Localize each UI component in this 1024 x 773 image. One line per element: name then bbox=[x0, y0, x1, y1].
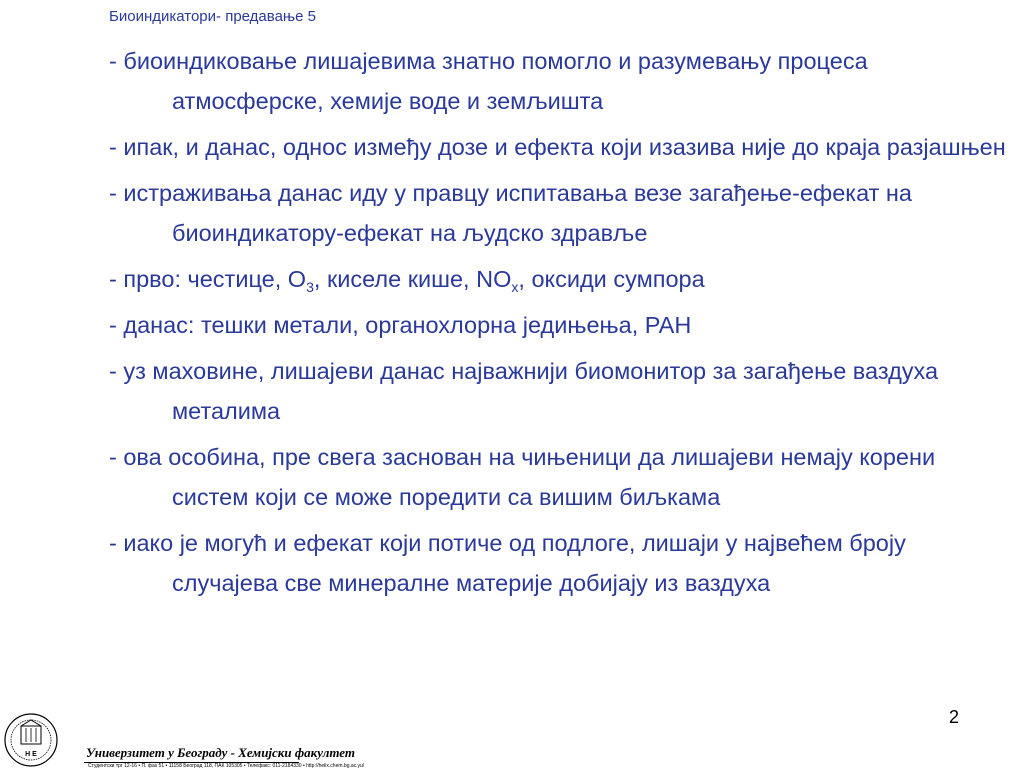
subscript-nox: x bbox=[511, 278, 519, 295]
bullet-text: , киселе кише, NO bbox=[313, 266, 512, 292]
bullet-item: - биоиндиковање лишајевима знатно помогло и разумевању процеса атмосферске, хемије воде и земљишта bbox=[109, 48, 868, 114]
bullet-item: - уз маховине, лишајеви данас најважнији биомонитор за загађење ваздуха металима bbox=[109, 358, 939, 424]
bullet-text: - прво: честице, О bbox=[109, 266, 307, 292]
bullet-item: - иако је могућ и ефекат који потиче од подлоге, лишаји у највећем броју случајева све минералне материје добијају из ваздуха bbox=[109, 530, 906, 596]
bullet-item-pollutants bbox=[109, 259, 1009, 299]
bullet-text: , оксиди сумпора bbox=[518, 266, 705, 292]
bullet-item: - истраживања данас иду у правцу испитавања везе загађење-ефекат на биоиндикатору-ефекат на људско здравље bbox=[109, 180, 912, 246]
logo-letters: Н Е bbox=[25, 751, 37, 758]
bullet-item: - ова особина, пре свега заснован на чињеници да лишајеви немају корени систем који се може поредити са вишим биљкама bbox=[109, 444, 936, 510]
bullet-item: - ипак, и данас, однос између дозе и ефекта који изазива није до краја разјашњен bbox=[109, 134, 1006, 160]
bullet-item: - данас: тешки метали, органохлорна једињења, PAH bbox=[109, 312, 692, 338]
page-number: 2 bbox=[949, 707, 960, 727]
slide-content bbox=[109, 41, 1009, 603]
university-logo bbox=[2, 712, 60, 768]
subscript-o3: 3 bbox=[306, 278, 314, 295]
footer bbox=[0, 708, 1024, 768]
slide-header: Биоиндикатори- предавање 5 bbox=[109, 8, 316, 25]
footer-institution: Универзитет у Београду - Хемијски факултет bbox=[86, 745, 356, 760]
footer-address: Студентски трг 12-16 • П. фах 51 • 11158 Београд 118, ПАК 105305 • Телефакс: 011-2184330 • http://helix.chem.bg.ac.yu/ bbox=[88, 763, 365, 769]
